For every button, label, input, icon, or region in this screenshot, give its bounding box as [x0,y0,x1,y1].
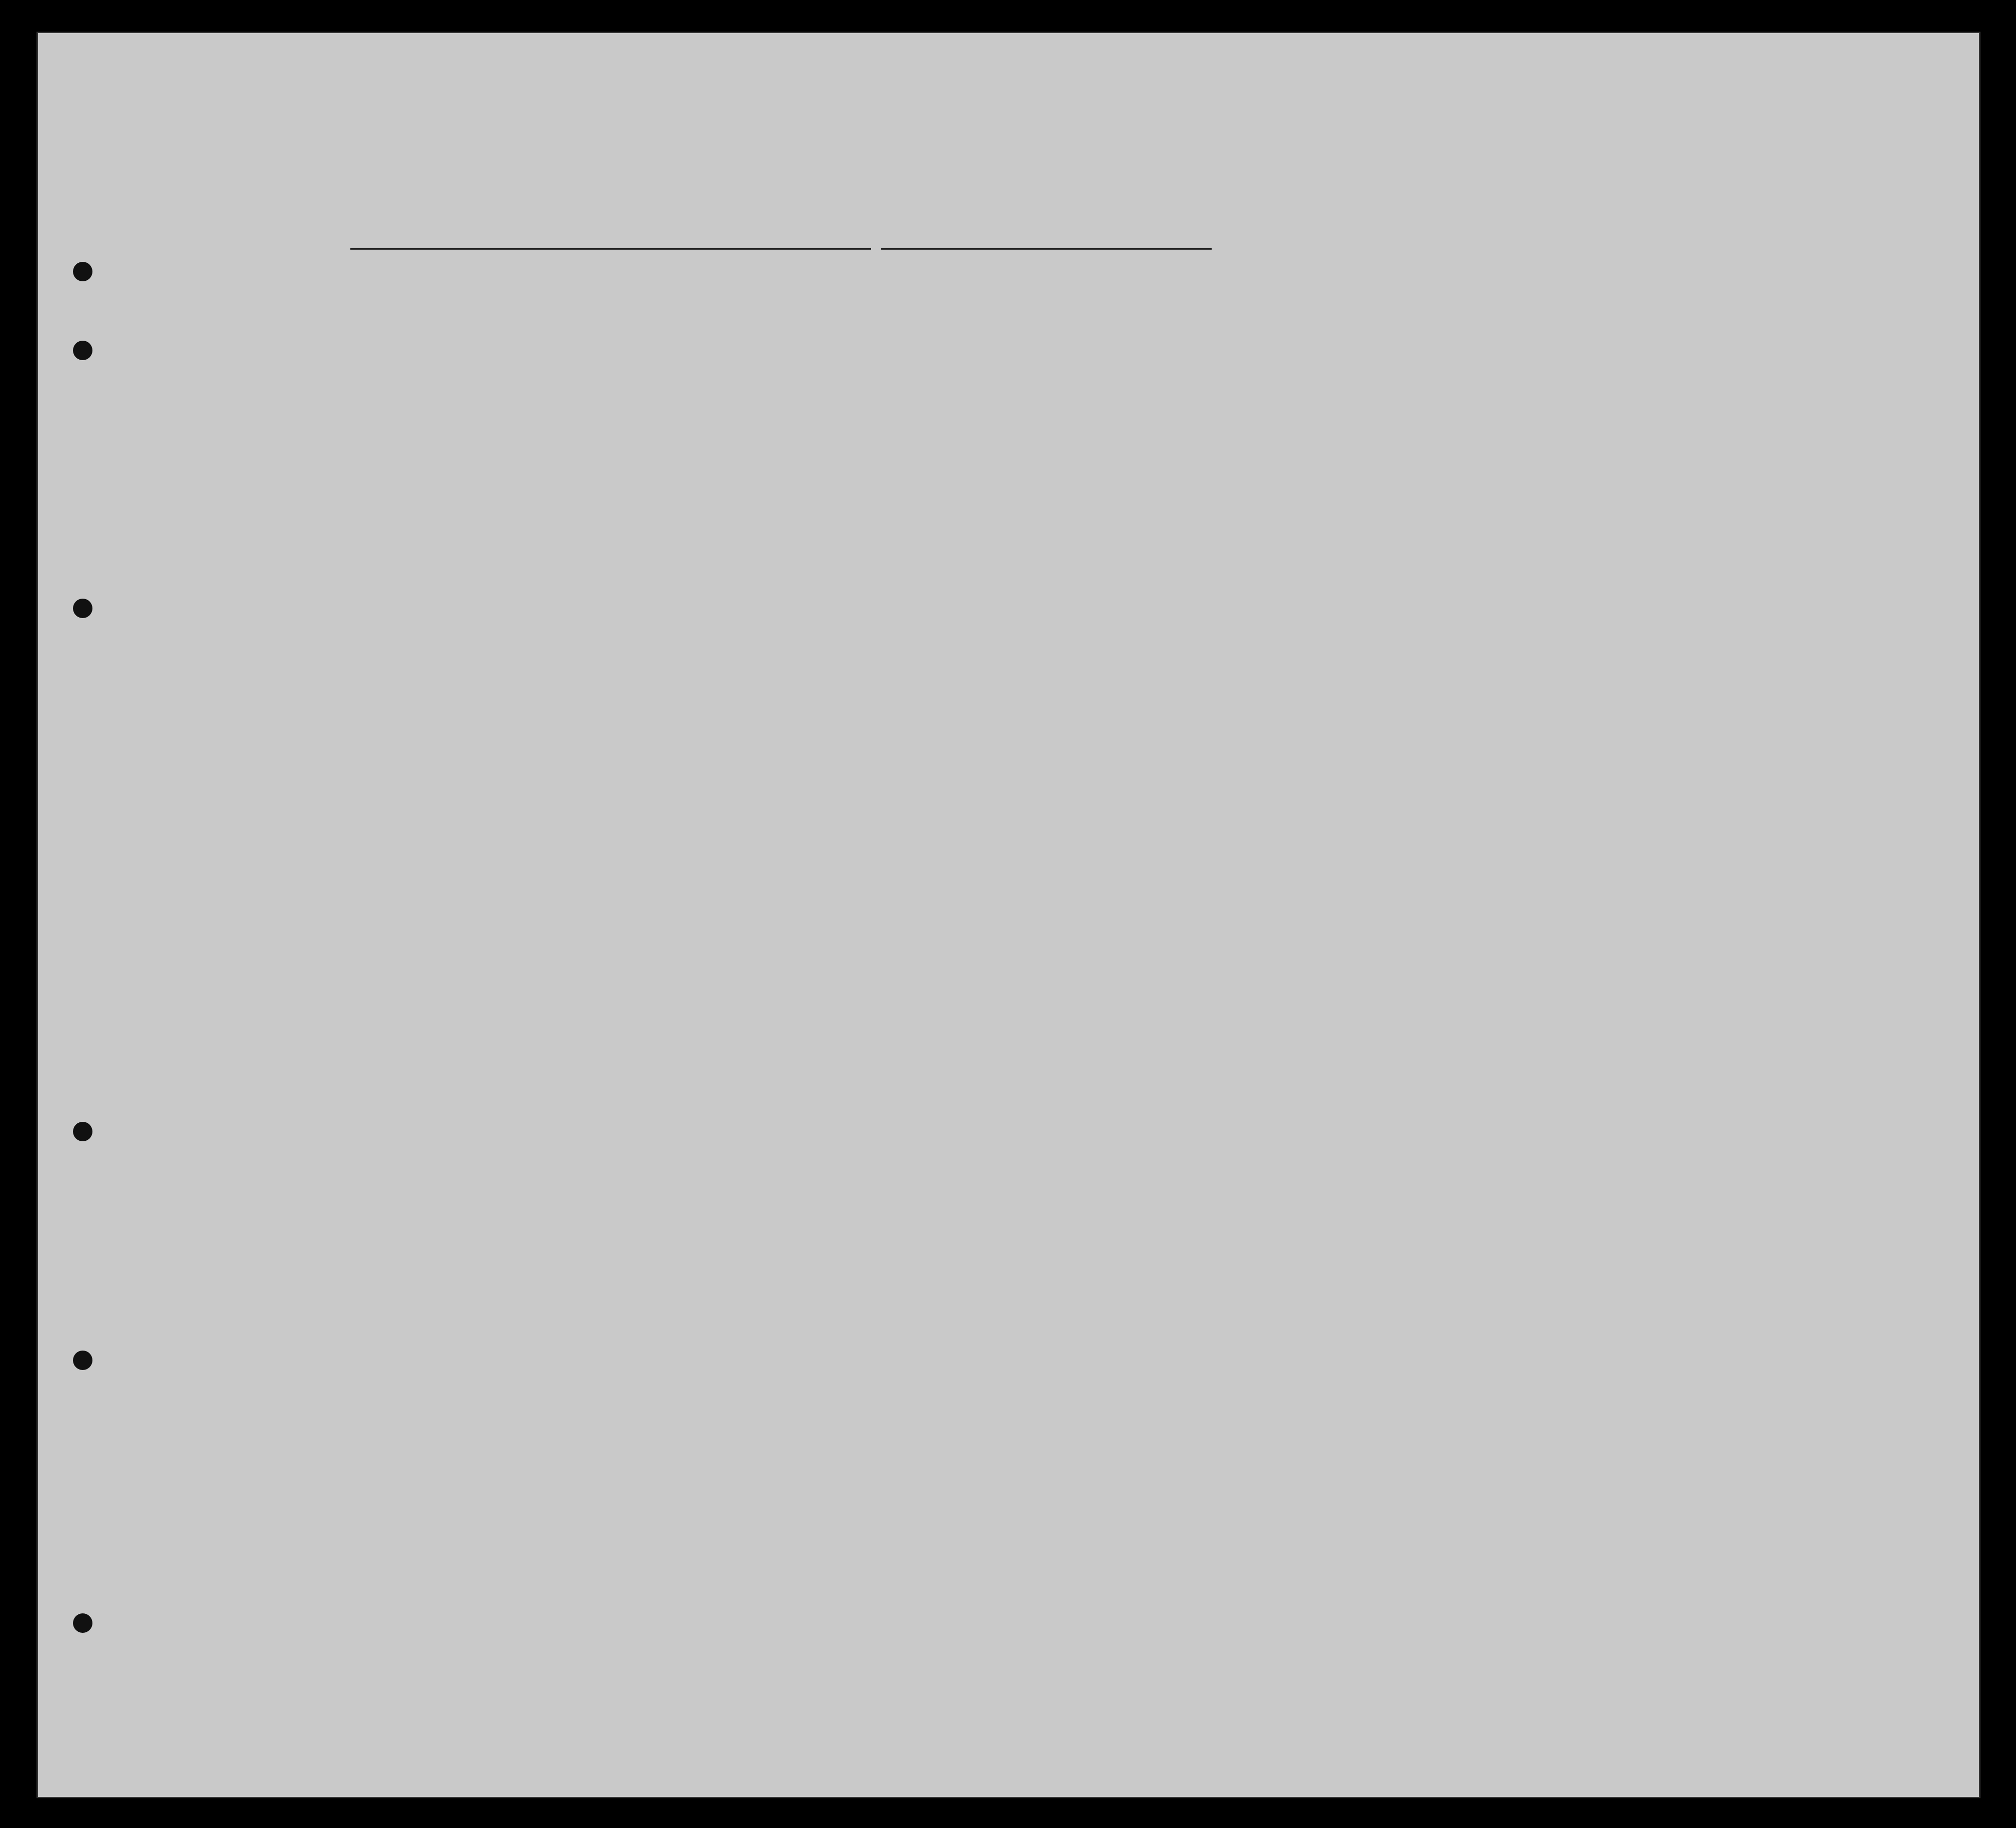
binder-hole [73,341,92,360]
binder-hole [73,1122,92,1141]
date-underline [881,248,1212,250]
binder-hole [73,1351,92,1370]
manifest-page [36,32,1980,1798]
binder-hole [73,262,92,281]
binder-hole [73,599,92,618]
binder-hole [73,1613,92,1633]
port-underline [350,248,871,250]
